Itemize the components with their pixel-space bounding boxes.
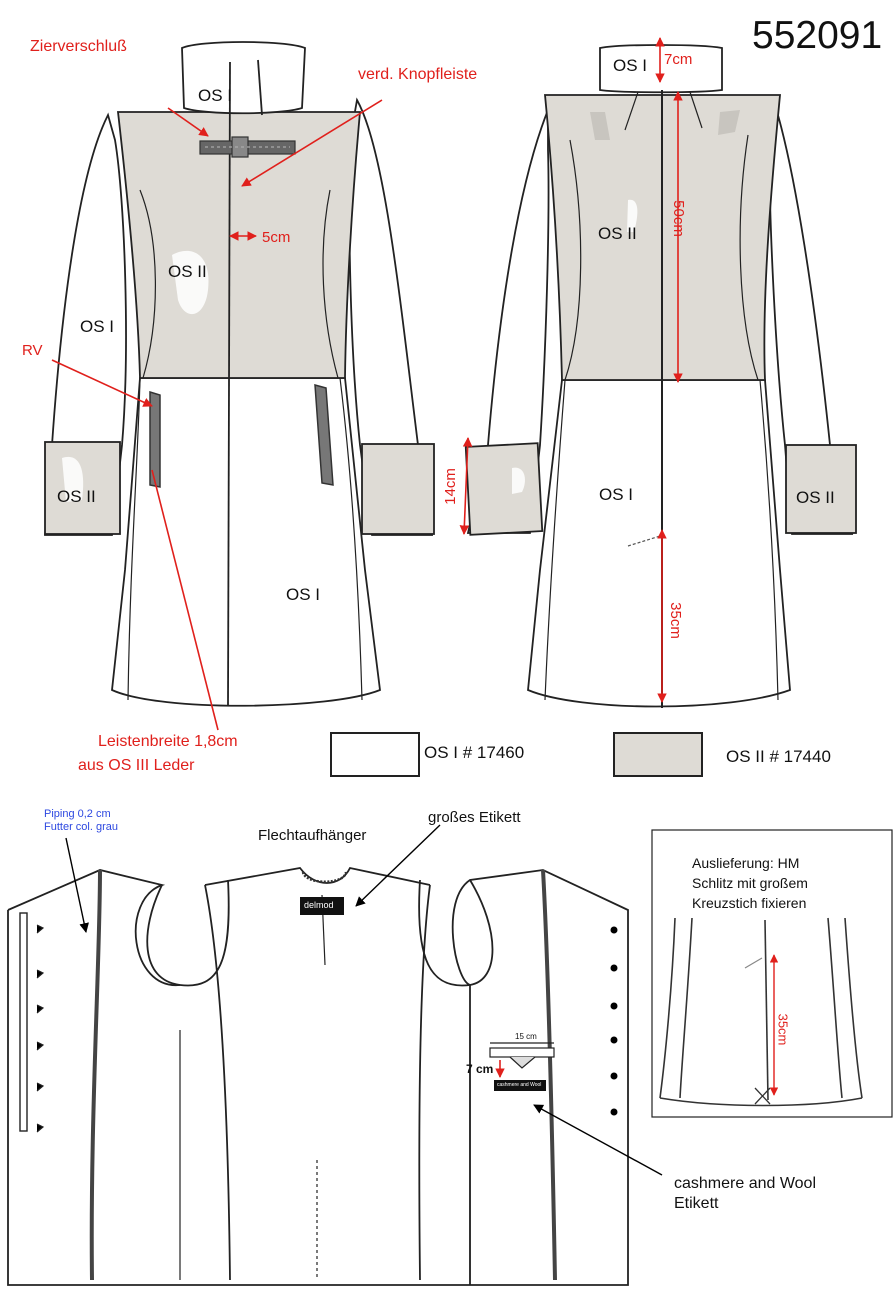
placket-width-label: 5cm [262, 229, 291, 246]
fabric-tag-text: cashmere and Wool [497, 1082, 542, 1088]
front-sleeve-zone: OS I [80, 317, 115, 336]
legend-os1-label: OS I # 17460 [424, 743, 525, 762]
front-yoke-zone: OS II [168, 262, 207, 281]
closure-label: Zierverschluß [30, 38, 127, 55]
hanger-label: Flechtaufhänger [258, 827, 367, 844]
front-right-cuff [362, 444, 434, 534]
back-yoke-zone: OS II [598, 224, 637, 243]
delivery-line3: Kreuzstich fixieren [692, 895, 807, 911]
pocket-offset-label: 7 cm [466, 1062, 494, 1076]
collar-height-label: 7cm [664, 51, 693, 68]
piping-label: Piping 0,2 cm [44, 808, 111, 820]
buttons [611, 927, 618, 1116]
yoke-length-label: 50cm [669, 200, 687, 237]
delivery-vent-length: 35cm [775, 1013, 791, 1046]
back-body-lower [528, 380, 790, 707]
delivery-line1: Auslieferung: HM [692, 855, 800, 871]
front-collar-zone: OS I [198, 86, 233, 105]
style-number: 552091 [752, 14, 883, 57]
fabric-label-line1: cashmere and Wool [674, 1175, 816, 1192]
brand-label-text: delmod [304, 900, 334, 910]
delivery-line2: Schlitz mit großem [692, 875, 808, 891]
welt-width-label: Leistenbreite 1,8cm [98, 733, 238, 750]
back-cuff-zone: OS II [796, 488, 835, 507]
pocket-width-label: 15 cm [515, 1032, 537, 1041]
front-cuff-zone: OS II [57, 487, 96, 506]
lining-color-label: Futter col. grau [44, 821, 118, 833]
placket-label: verd. Knopfleiste [358, 66, 478, 83]
legend-os2-label: OS II # 17440 [726, 747, 831, 766]
legend-swatch-os1 [331, 733, 419, 776]
fabric-label-line2: Etikett [674, 1195, 719, 1212]
stitch-marks [37, 925, 43, 1132]
back-left-cuff [466, 443, 543, 535]
back-collar-zone: OS I [613, 56, 648, 75]
lining-left-panel [8, 870, 628, 1285]
back-skirt-zone: OS I [599, 485, 634, 504]
pointer-arrows [66, 825, 662, 1175]
welt-material-label: aus OS III Leder [78, 757, 195, 774]
front-skirt-zone: OS I [286, 585, 321, 604]
lining-drawing [8, 868, 628, 1285]
vent-length-label: 35cm [666, 602, 684, 639]
cuff-height-label: 14cm [441, 468, 459, 505]
back-coat [466, 45, 856, 708]
big-label-label: großes Etikett [428, 809, 521, 826]
legend-swatch-os2 [614, 733, 702, 776]
zip-pocket-label: RV [22, 342, 43, 359]
